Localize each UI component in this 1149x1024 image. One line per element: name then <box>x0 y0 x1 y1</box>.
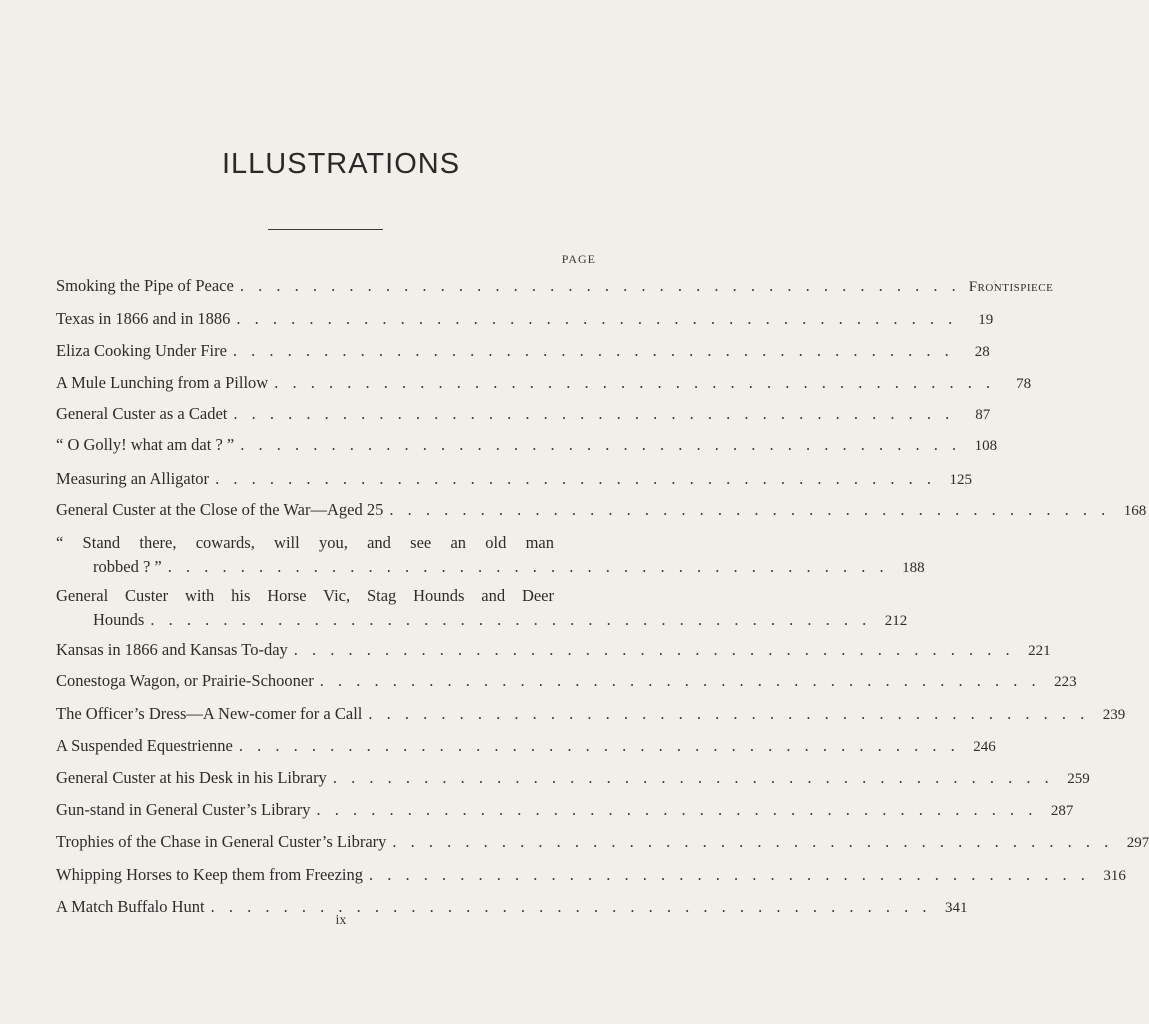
page-title: ILLUSTRATIONS <box>221 148 461 180</box>
leader-dots: . . . . . . . . . . . . . . . . . . . . . . . . . . . . . . . . . . . . . . . . <box>240 435 962 454</box>
entry-page: 19 <box>978 312 994 328</box>
illustration-entry <box>56 734 996 759</box>
entry-title: Kansas in 1866 and Kansas To-day <box>56 640 288 659</box>
entry-page: 188 <box>902 560 925 576</box>
entry-title: Eliza Cooking Under Fire <box>56 341 227 360</box>
entry-title: Smoking the Pipe of Peace <box>56 276 234 295</box>
entry-title: General Custer at his Desk in his Library <box>56 768 327 787</box>
entry-title: “ O Golly! what am dat ? ” <box>56 435 235 454</box>
entry-title: General Custer as a Cadet <box>56 404 228 423</box>
leader-dots: . . . . . . . . . . . . . . . . . . . . . . . . . . . . . . . . . . . . . . . . <box>392 832 1114 851</box>
entry-title: Texas in 1866 and in 1886 <box>56 309 231 328</box>
illustration-entry <box>56 371 1032 396</box>
leader-dots: . . . . . . . . . . . . . . . . . . . . . . . . . . . . . . . . . . . . . . . . <box>332 768 1054 787</box>
illustration-entry <box>56 274 1054 299</box>
illustration-entry <box>56 498 1147 523</box>
illustration-entry <box>56 402 991 427</box>
illustration-entry <box>56 433 998 458</box>
leader-dots: . . . . . . . . . . . . . . . . . . . . . . . . . . . . . . . . . . . . . . . . <box>316 800 1038 819</box>
illustration-entry <box>56 863 1126 888</box>
leader-dots: . . . . . . . . . . . . . . . . . . . . . . . . . . . . . . . . . . . . . . . . <box>232 341 954 360</box>
leader-dots: . . . . . . . . . . . . . . . . . . . . . . . . . . . . . . . . . . . . . . . . <box>238 736 960 755</box>
entry-page: 28 <box>974 344 990 360</box>
title-rule <box>268 229 383 230</box>
leader-dots: . . . . . . . . . . . . . . . . . . . . . . . . . . . . . . . . . . . . . . . . <box>150 610 872 629</box>
entry-page: 259 <box>1067 771 1090 787</box>
leader-dots: . . . . . . . . . . . . . . . . . . . . . . . . . . . . . . . . . . . . . . . . <box>274 373 996 392</box>
entry-title: A Suspended Equestrienne <box>56 736 233 755</box>
leader-dots: . . . . . . . . . . . . . . . . . . . . . . . . . . . . . . . . . . . . . . . . <box>215 469 936 488</box>
entry-page: 316 <box>1103 868 1126 884</box>
illustration-entry <box>56 584 908 633</box>
entry-title-continued: robbed ? ” <box>93 557 162 576</box>
illustration-entry <box>56 830 1149 855</box>
illustration-entry <box>56 339 990 364</box>
entry-title: General Custer at the Close of the War—Aged 25 <box>56 500 384 519</box>
entry-page: Frontispiece <box>968 279 1054 295</box>
entry-title: A Mule Lunching from a Pillow <box>56 373 269 392</box>
entry-page: 78 <box>1016 376 1032 392</box>
entry-title: Whipping Horses to Keep them from Freezing <box>56 865 364 884</box>
illustration-entry <box>56 669 1077 694</box>
entry-page: 341 <box>945 900 968 916</box>
entry-title: Trophies of the Chase in General Custer’s Library <box>56 832 387 851</box>
entry-page: 287 <box>1050 803 1074 819</box>
entry-title-continued: Hounds <box>93 610 145 629</box>
leader-dots: . . . . . . . . . . . . . . . . . . . . . . . . . . . . . . . . . . . . . . . . <box>368 704 1090 723</box>
leader-dots: . . . . . . . . . . . . . . . . . . . . . . . . . . . . . . . . . . . . . . . . <box>236 309 958 328</box>
entry-title: A Match Buffalo Hunt <box>56 897 205 916</box>
entry-page: 125 <box>949 472 972 488</box>
illustration-entry <box>56 531 925 580</box>
leader-dots: . . . . . . . . . . . . . . . . . . . . . . . . . . . . . . . . . . . . . . . . <box>389 500 1111 519</box>
leader-dots: . . . . . . . . . . . . . . . . . . . . . . . . . . . . . . . . . . . . . . . . <box>369 865 1090 884</box>
entry-page: 212 <box>884 613 908 629</box>
entry-page: 108 <box>974 438 998 454</box>
entry-page: 239 <box>1102 707 1126 723</box>
leader-dots: . . . . . . . . . . . . . . . . . . . . . . . . . . . . . . . . . . . . . . . . <box>293 640 1015 659</box>
entry-page: 221 <box>1028 643 1051 659</box>
illustration-entry <box>56 307 994 332</box>
entry-page: 297 <box>1126 835 1149 851</box>
entry-title: “ Stand there, cowards, will you, and see an old man <box>56 533 554 552</box>
leader-dots: . . . . . . . . . . . . . . . . . . . . . . . . . . . . . . . . . . . . . . . . <box>239 276 961 295</box>
page-column-label: PAGE <box>561 252 596 266</box>
entry-page: 223 <box>1054 674 1077 690</box>
illustration-entry <box>56 798 1074 823</box>
entry-page: 168 <box>1123 503 1147 519</box>
entry-title: The Officer’s Dress—A New-comer for a Call <box>56 704 363 723</box>
page-folio: ix <box>335 913 347 928</box>
entry-title: Measuring an Alligator <box>56 469 210 488</box>
entry-title: Conestoga Wagon, or Prairie-Schooner <box>56 671 314 690</box>
entry-title: Gun-stand in General Custer’s Library <box>56 800 311 819</box>
leader-dots: . . . . . . . . . . . . . . . . . . . . . . . . . . . . . . . . . . . . . . . . <box>319 671 1041 690</box>
entry-page: 87 <box>975 407 991 423</box>
illustration-entry <box>56 766 1090 791</box>
leader-dots: . . . . . . . . . . . . . . . . . . . . . . . . . . . . . . . . . . . . . . . . <box>167 557 889 576</box>
illustration-entry <box>56 638 1051 663</box>
leader-dots: . . . . . . . . . . . . . . . . . . . . . . . . . . . . . . . . . . . . . . . . <box>210 897 932 916</box>
illustration-entry <box>56 702 1126 727</box>
entry-title: General Custer with his Horse Vic, Stag Hounds and Deer <box>56 586 554 605</box>
illustration-entry <box>56 467 972 492</box>
entry-page: 246 <box>973 739 996 755</box>
leader-dots: . . . . . . . . . . . . . . . . . . . . . . . . . . . . . . . . . . . . . . . . <box>233 404 955 423</box>
